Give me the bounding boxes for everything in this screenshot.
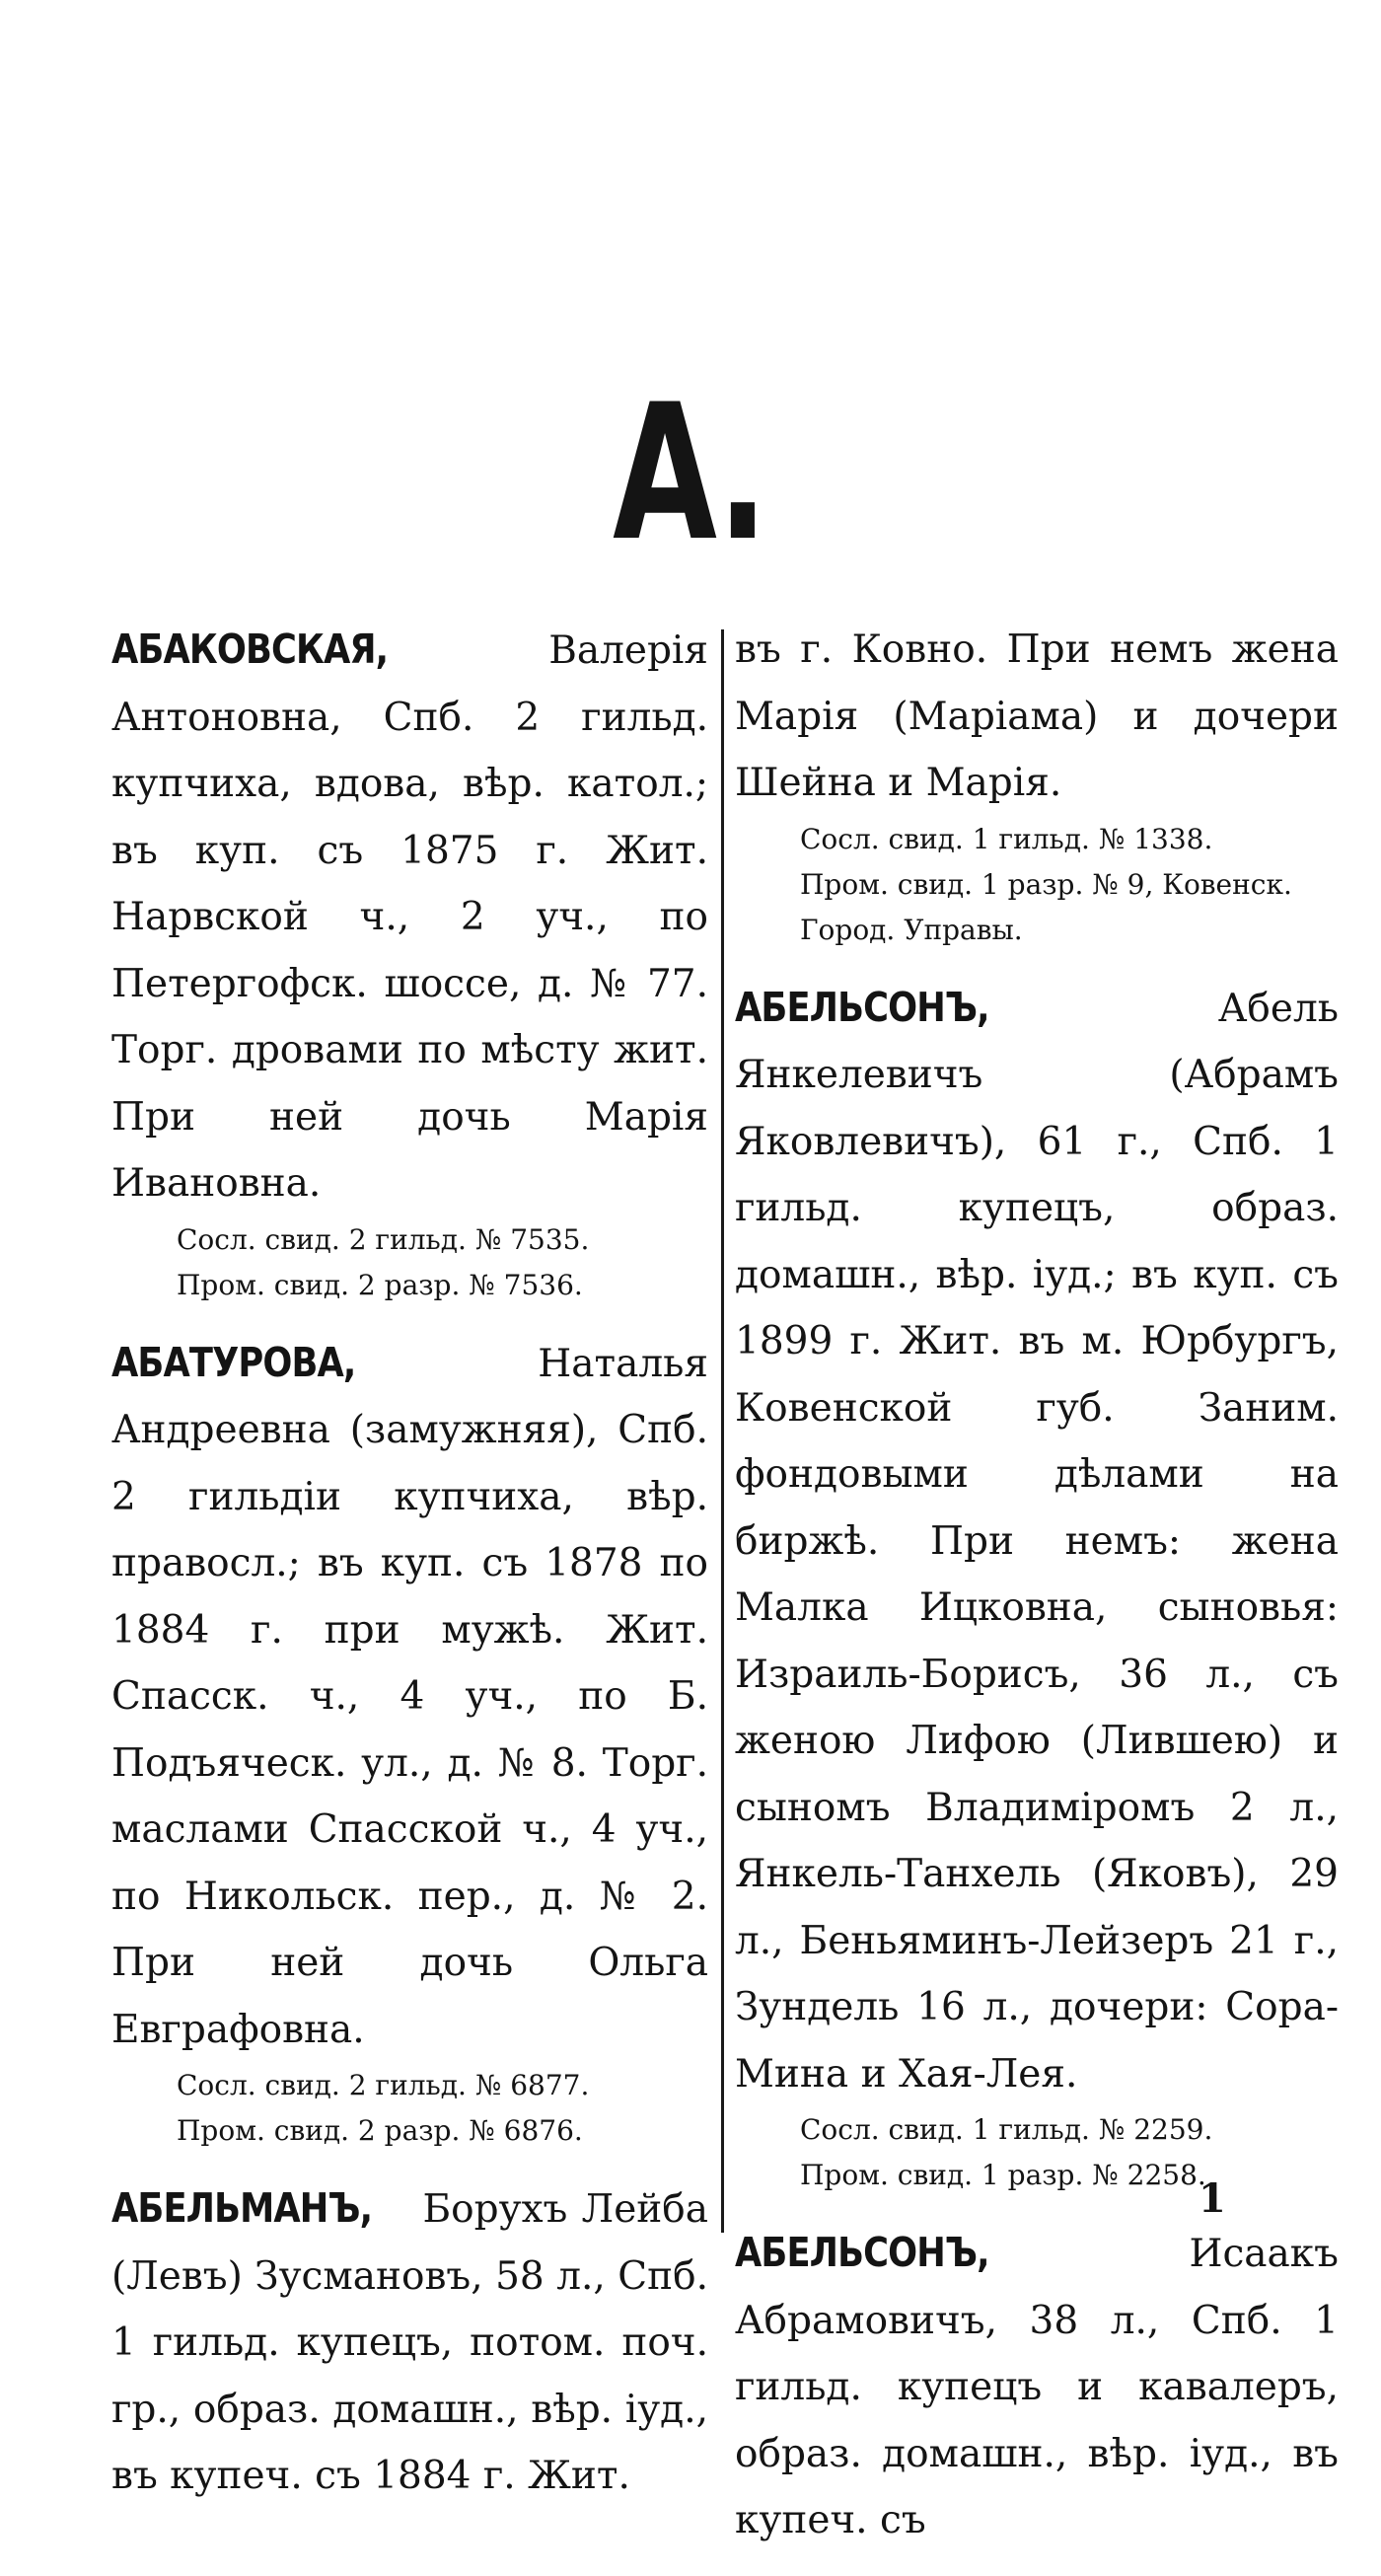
entry-text: Наталья Андреевна (замужняя), Спб. 2 гильдіи купчиха, вѣр. правосл.; въ куп. съ 1878 по 1884 г. при мужѣ. Жит. Спасск. ч., 4 уч., по Б. Подъяческ. ул., д. № 8. Торг. маслами Спасской ч., 4 уч., по Никольск. пер., д. № 2. При ней дочь Ольга Евграфовна. [111,1341,708,2052]
entry-name: АБЕЛЬСОНЪ, [735,2229,989,2276]
document-line: Сосл. свид. 1 гильд. № 1338. [800,822,1213,855]
entry-text: Исаакъ Абрамовичъ, 38 л., Спб. 1 гильд. купецъ и кавалеръ, образ. домашн., вѣр. іуд., въ купеч. съ [735,2232,1339,2542]
document-line: Сосл. свид. 1 гильд. № 2259. [800,2113,1213,2146]
entry-abakovskaya [111,617,708,1308]
entry-continuation [735,617,1339,953]
entry-abelman [111,2175,708,2510]
entry-text: Борухъ Лейба (Левъ) Зусмановъ, 58 л., Спб. 1 гильд. купецъ, потом. поч. гр., образ. домашн., вѣр. іуд., въ купеч. съ 1884 г. Жит. [111,2187,708,2498]
entry-text: въ г. Ковно. При немъ жена Марія (Маріама) и дочери Шейна и Марія. [735,627,1339,805]
right-column [735,617,1339,2576]
entry-name: АБАКОВСКАЯ, [111,626,389,673]
entry-abelson-isaak [735,2220,1339,2554]
entry-text: Абель Янкелевичъ (Абрамъ Яковлевичъ), 61 г., Спб. 1 гильд. купецъ, образ. домашн., вѣр. іуд.; въ куп. съ 1899 г. Жит. въ м. Юрбургъ, Ковенской губ. Заним. фондовыми дѣлами на биржѣ. При немъ: жена Малка Ицковна, сыновья: Израиль-Борисъ, 36 л., съ женою Лифою (Лившею) и сыномъ Владиміромъ 2 л., Янкель-Танхель (Яковъ), 29 л., Беньяминъ-Лейзеръ 21 г., Зундель 16 л., дочери: Сора-Мина и Хая-Лея. [735,986,1339,2097]
entry-name: АБАТУРОВА, [111,1338,356,1386]
entry-abaturova [111,1330,708,2155]
document-line: Пром. свид. 1 разр. № 2258. [800,2159,1206,2191]
document-line: Пром. свид. 1 разр. № 9, Ковенск. Город. Управы. [800,867,1292,946]
section-letter: А. [613,364,768,582]
document-line: Сосл. свид. 2 гильд. № 7535. [177,1222,590,1256]
entry-abelson-abel [735,975,1339,2199]
entry-text: Валерія Антоновна, Спб. 2 гильд. купчиха, вдова, вѣр. катол.; въ куп. съ 1875 г. Жит. Нарвской ч., 2 уч., по Петергофск. шоссе, д. № 77. Торг. дровами по мѣсту жит. При ней дочь Марія Ивановна. [111,628,708,1206]
left-column [111,617,708,2532]
document-line: Сосл. свид. 2 гильд. № 6877. [177,2069,590,2101]
column-divider [721,629,724,2233]
entry-name: АБЕЛЬСОНЪ, [735,983,989,1031]
entry-name: АБЕЛЬМАНЪ, [111,2184,373,2232]
page-number: 1 [1199,2175,1226,2222]
document-line: Пром. свид. 2 разр. № 6876. [177,2114,583,2147]
document-line: Пром. свид. 2 разр. № 7536. [177,1268,583,1301]
